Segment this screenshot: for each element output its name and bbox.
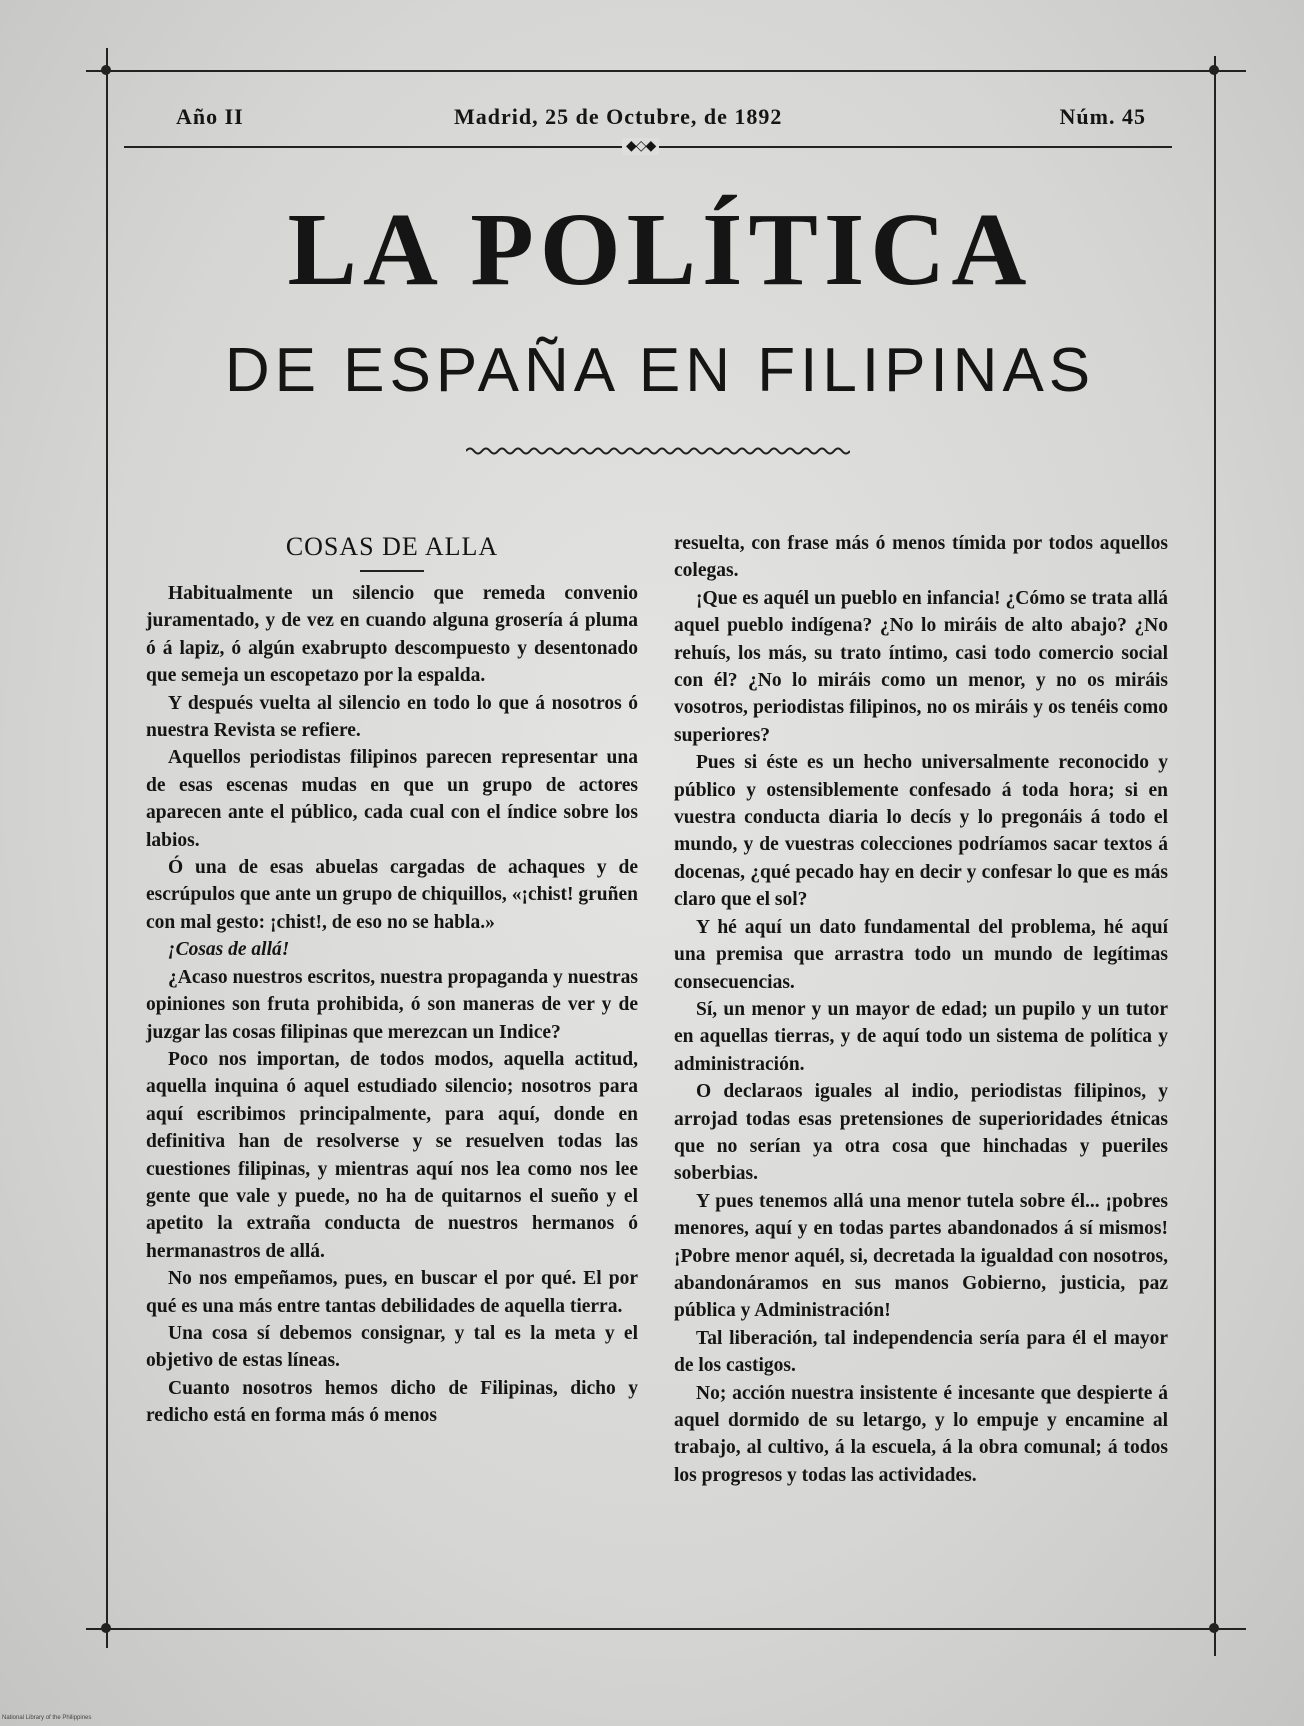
frame-right-rule <box>1214 56 1216 1656</box>
paragraph: ¡Cosas de allá! <box>168 939 290 961</box>
paragraph: Y después vuelta al silencio en todo lo que á nosotros ó nuestra Revista se refiere. <box>146 692 638 742</box>
paragraph: Una cosa sí debemos consignar, y tal es la meta y el objetivo de estas líneas. <box>146 1322 638 1372</box>
corner-ornament <box>1209 1623 1219 1633</box>
paragraph: ¡Que es aquél un pueblo en infancia! ¿Cómo se trata allá aquel pueblo indígena? ¿No lo miráis de alto abajo? ¿No rehuís, los más, su trato íntimo, casi todo comercio social con él? ¿No lo miráis como un menor, y no os miráis vosotros, periodistas filipinos, no os miráis y os tenéis como superiores? <box>674 587 1168 746</box>
library-footer: National Library of the Philippines <box>2 1715 92 1721</box>
masthead-line <box>176 104 1146 140</box>
paragraph: Aquellos periodistas filipinos parecen representar una de esas escenas mudas en que un grupo de actores aparecen ante el público, cada cual con el índice sobre los labios. <box>146 747 638 851</box>
article-heading: COSAS DE ALLA <box>285 532 499 561</box>
paragraph: Habitualmente un silencio que remeda convenio juramentado, y de vez en cuando alguna grosería á pluma ó á lapiz, ó algún exabrupto descompuesto y desentonado que semeja un escopetazo por la espalda. <box>146 583 638 687</box>
corner-ornament <box>1209 65 1219 75</box>
paragraph: Ó una de esas abuelas cargadas de achaques y de escrúpulos que ante un grupo de chiquillos, «¡chist! gruñen con mal gesto: ¡chist!, de eso no se habla.» <box>146 857 638 933</box>
paragraph: No nos empeñamos, pues, en buscar el por qué. El por qué es una más entre tantas debilidades de aquella tierra. <box>146 1268 638 1317</box>
article-column-left <box>146 530 638 1430</box>
paragraph: Pues si éste es un hecho universalmente reconocido y público y ostensiblemente confesado á toda hora; si en vuestra conducta diaria lo decís y lo pregonáis á todo el mundo, y de vuestras colecciones podríamos sacar textos á docenas, ¿qué pecado hay en decir y confesar lo que es más claro que el sol? <box>674 752 1168 911</box>
paragraph: Sí, un menor y un mayor de edad; un pupilo y un tutor en aquellas tierras, y de aquí todo un sistema de política y administración. <box>674 998 1168 1075</box>
issue-year: Año II <box>176 104 244 129</box>
paragraph: O declaraos iguales al indio, periodistas filipinos, y arrojad todas esas pretensiones de superioridades étnicas que no serían ya otra cosa que hinchadas y pueriles soberbias. <box>674 1081 1168 1185</box>
paragraph: Y hé aquí un dato fundamental del problema, hé aquí una premisa que arrastra todo un mundo de legítimas consecuencias. <box>674 916 1168 993</box>
article-column-right <box>674 530 1168 1489</box>
corner-ornament <box>101 1623 111 1633</box>
masthead-ornament: ◆◇◆ <box>622 138 659 155</box>
newspaper-title: LA POLÍTICA <box>287 192 1033 307</box>
corner-ornament <box>101 65 111 75</box>
issue-number: Núm. 45 <box>1059 104 1146 129</box>
paragraph: ¿Acaso nuestros escritos, nuestra propaganda y nuestras opiniones son fruta prohibida, ó son maneras de ver y de juzgar las cosas filipinas que merezcan un Indice? <box>146 966 639 1043</box>
paragraph: Poco nos importan, de todos modos, aquella actitud, aquella inquina ó aquel estudiado silencio; nosotros para aquí escribimos principalmente, para aquí, donde en definitiva han de resolverse y se resuelven todas las cuestiones filipinas, y mientras aquí nos lea como nos lee gente que vale y puede, no ha de quitarnos el sueño y el apetito la extraña conducta de nuestros hermanos ó hermanastros de allá. <box>146 1048 638 1262</box>
paragraph: Tal liberación, tal independencia sería para él el mayor de los castigos. <box>674 1327 1168 1377</box>
paragraph: No; acción nuestra insistente é incesante que despierte á aquel dormido de su letargo, y lo empuje y encamine al trabajo, al cultivo, á la escuela, á la obra comunal; á todos los progresos y todas las actividades. <box>674 1382 1168 1486</box>
newspaper-subtitle: DE ESPAÑA EN FILIPINAS <box>224 336 1096 405</box>
issue-place-date: Madrid, 25 de Octubre, de 1892 <box>454 104 783 129</box>
frame-top-rule <box>86 70 1246 72</box>
paragraph: Y pues tenemos allá una menor tutela sobre él... ¡pobres menores, aquí y en todas partes abandonados á sí mismos! ¡Pobre menor aquél, si, decretada la igualdad con nosotros, abandonáramos en sus manos Gobierno, justicia, paz pública y Administración! <box>674 1190 1168 1322</box>
wavy-ornament-rule <box>466 444 850 458</box>
paragraph: resuelta, con frase más ó menos tímida por todos aquellos colegas. <box>674 533 1168 582</box>
paragraph: Cuanto nosotros hemos dicho de Filipinas, dicho y redicho está en forma más ó menos <box>146 1377 638 1427</box>
frame-left-rule <box>106 48 108 1648</box>
article-heading-rule <box>360 570 424 572</box>
frame-bottom-rule <box>86 1628 1246 1630</box>
